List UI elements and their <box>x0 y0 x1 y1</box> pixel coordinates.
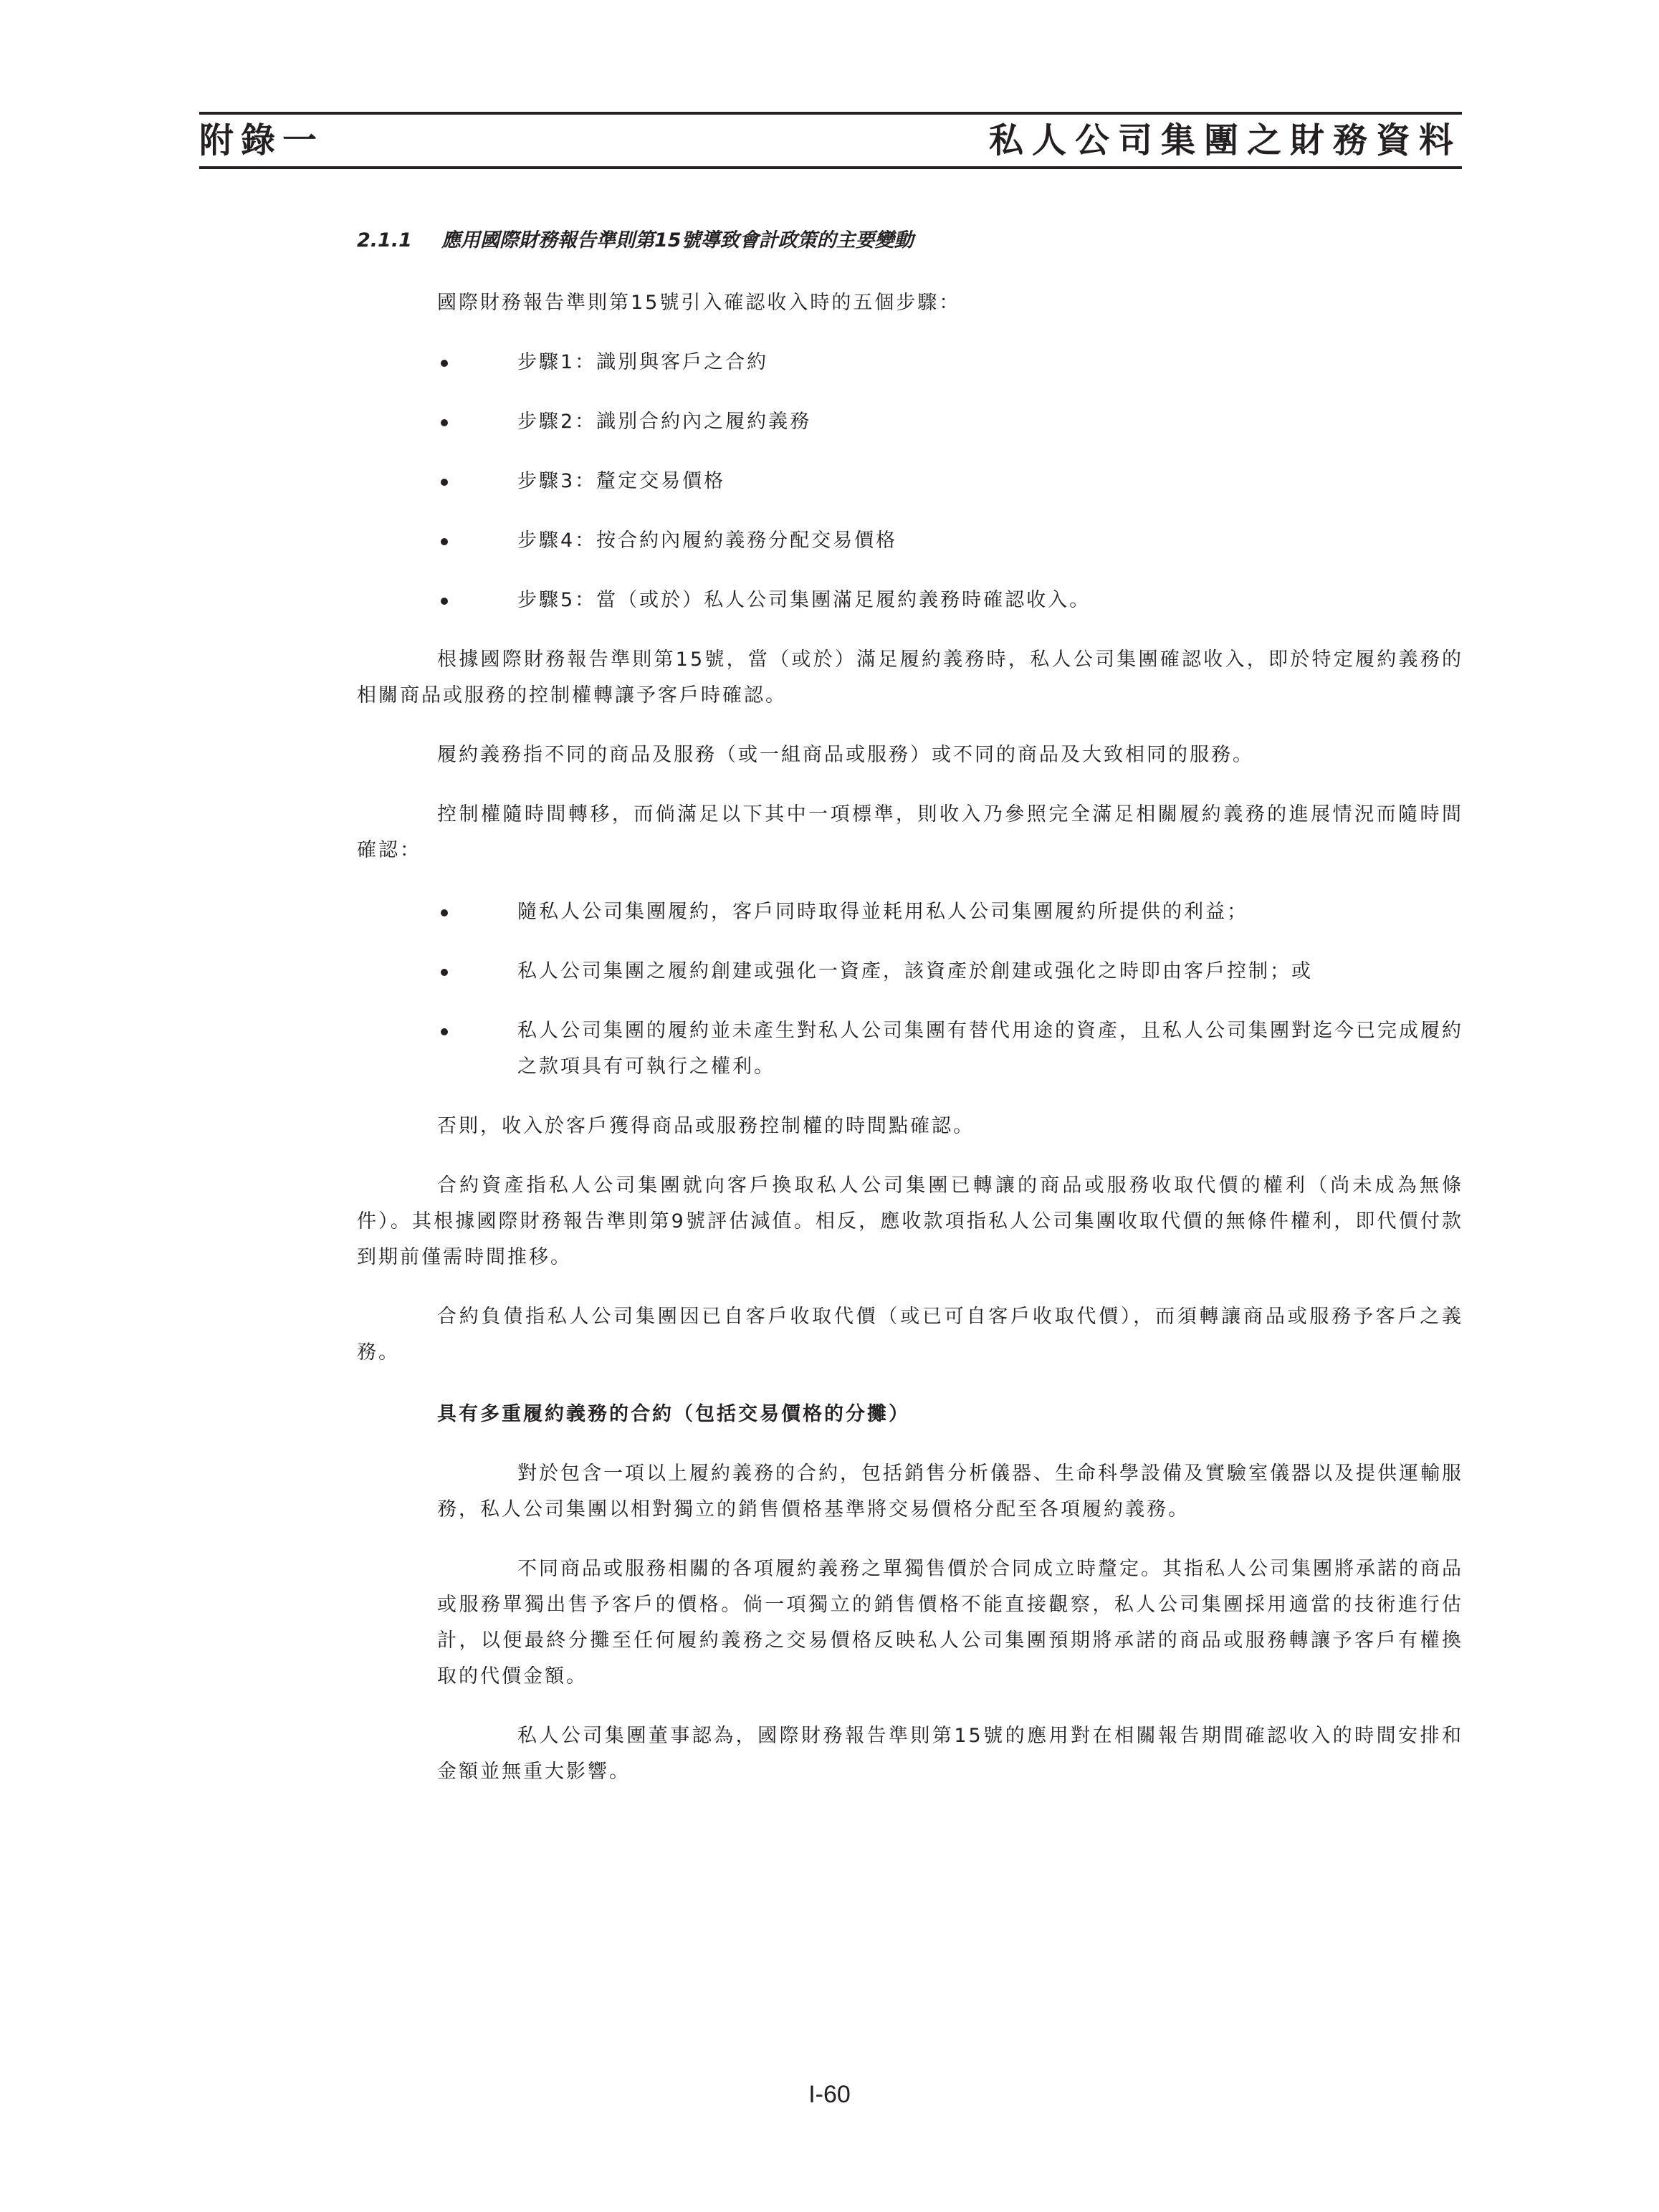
intro-paragraph: 國際財務報告準則第15號引入確認收入時的五個步驟： <box>437 292 961 314</box>
list-item: 步驟2：識別合約內之履約義務 <box>357 404 1463 440</box>
criteria-list <box>357 894 1463 1085</box>
bullet-icon <box>357 894 517 930</box>
page-number: I-60 <box>808 2081 851 2108</box>
bullet-icon <box>357 404 517 440</box>
main-content <box>357 226 1463 1790</box>
list-item: 私人公司集團的履約並未產生對私人公司集團有替代用途的資產，且私人公司集團對迄今已完成履約之款項具有可執行之權利。 <box>357 1013 1463 1085</box>
paragraph-contract-liabilities: 合約負債指私人公司集團因已自客戶收取代價（或已可自客戶收取代價），而須轉讓商品或服務予客戶之義務。 <box>357 1306 1463 1364</box>
bullet-icon <box>357 583 517 618</box>
steps-list <box>357 345 1463 618</box>
list-item: 步驟5：當（或於）私人公司集團滿足履約義務時確認收入。 <box>357 583 1463 618</box>
section-title: 應用國際財務報告準則第15號導致會計政策的主要變動 <box>441 229 914 252</box>
paragraph-allocation: 對於包含一項以上履約義務的合約，包括銷售分析儀器、生命科學設備及實驗室儀器以及提供運輸服務，私人公司集團以相對獨立的銷售價格基準將交易價格分配至各項履約義務。 <box>437 1462 1463 1521</box>
subheading: 具有多重履約義務的合約（包括交易價格的分攤） <box>437 1403 910 1425</box>
section-number: 2.1.1 <box>357 229 412 252</box>
appendix-label: 附錄一 <box>199 120 325 161</box>
paragraph-recognition: 根據國際財務報告準則第15號，當（或於）滿足履約義務時，私人公司集團確認收入，即於特定履約義務的相關商品或服務的控制權轉讓予客戶時確認。 <box>357 648 1463 707</box>
list-item: 步驟3：釐定交易價格 <box>357 464 1463 499</box>
header-bottom-rule <box>199 166 1462 169</box>
header-top-rule <box>199 112 1462 115</box>
paragraph-contract-assets: 合約資產指私人公司集團就向客戶換取私人公司集團已轉讓的商品或服務收取代價的權利（尚未成為無條件）。其根據國際財務報告準則第9號評估減值。相反，應收款項指私人公司集團收取代價的無條件權利，即代價付款到期前僅需時間推移。 <box>357 1174 1463 1268</box>
bullet-icon <box>357 464 517 499</box>
bullet-icon <box>357 954 517 990</box>
paragraph-directors-view: 私人公司集團董事認為，國際財務報告準則第15號的應用對在相關報告期間確認收入的時間安排和金額並無重大影響。 <box>437 1725 1463 1783</box>
header-title: 私人公司集團之財務資料 <box>988 120 1462 161</box>
paragraph-point-in-time: 否則，收入於客戶獲得商品或服務控制權的時間點確認。 <box>437 1115 975 1137</box>
list-item: 隨私人公司集團履約，客戶同時取得並耗用私人公司集團履約所提供的利益； <box>357 894 1463 930</box>
list-item: 私人公司集團之履約創建或强化一資產，該資產於創建或强化之時即由客戶控制；或 <box>357 954 1463 990</box>
paragraph-performance-obligation: 履約義務指不同的商品及服務（或一組商品或服務）或不同的商品及大致相同的服務。 <box>437 744 1254 766</box>
section-heading <box>357 226 1463 255</box>
list-item: 步驟4：按合約內履約義務分配交易價格 <box>357 523 1463 559</box>
list-item: 步驟1：識別與客戶之合約 <box>357 345 1463 380</box>
bullet-icon <box>357 1013 517 1085</box>
bullet-icon <box>357 523 517 559</box>
paragraph-control-transfer: 控制權隨時間轉移，而倘滿足以下其中一項標準，則收入乃參照完全滿足相關履約義務的進展情況而隨時間確認： <box>357 803 1463 861</box>
paragraph-standalone-price: 不同商品或服務相關的各項履約義務之單獨售價於合同成立時釐定。其指私人公司集團將承諾的商品或服務單獨出售予客戶的價格。倘一項獨立的銷售價格不能直接觀察，私人公司集團採用適當的技術進行估計，以便最終分攤至任何履約義務之交易價格反映私人公司集團預期將承諾的商品或服務轉讓予客戶有權換取的代價金額。 <box>437 1558 1463 1687</box>
bullet-icon <box>357 345 517 380</box>
